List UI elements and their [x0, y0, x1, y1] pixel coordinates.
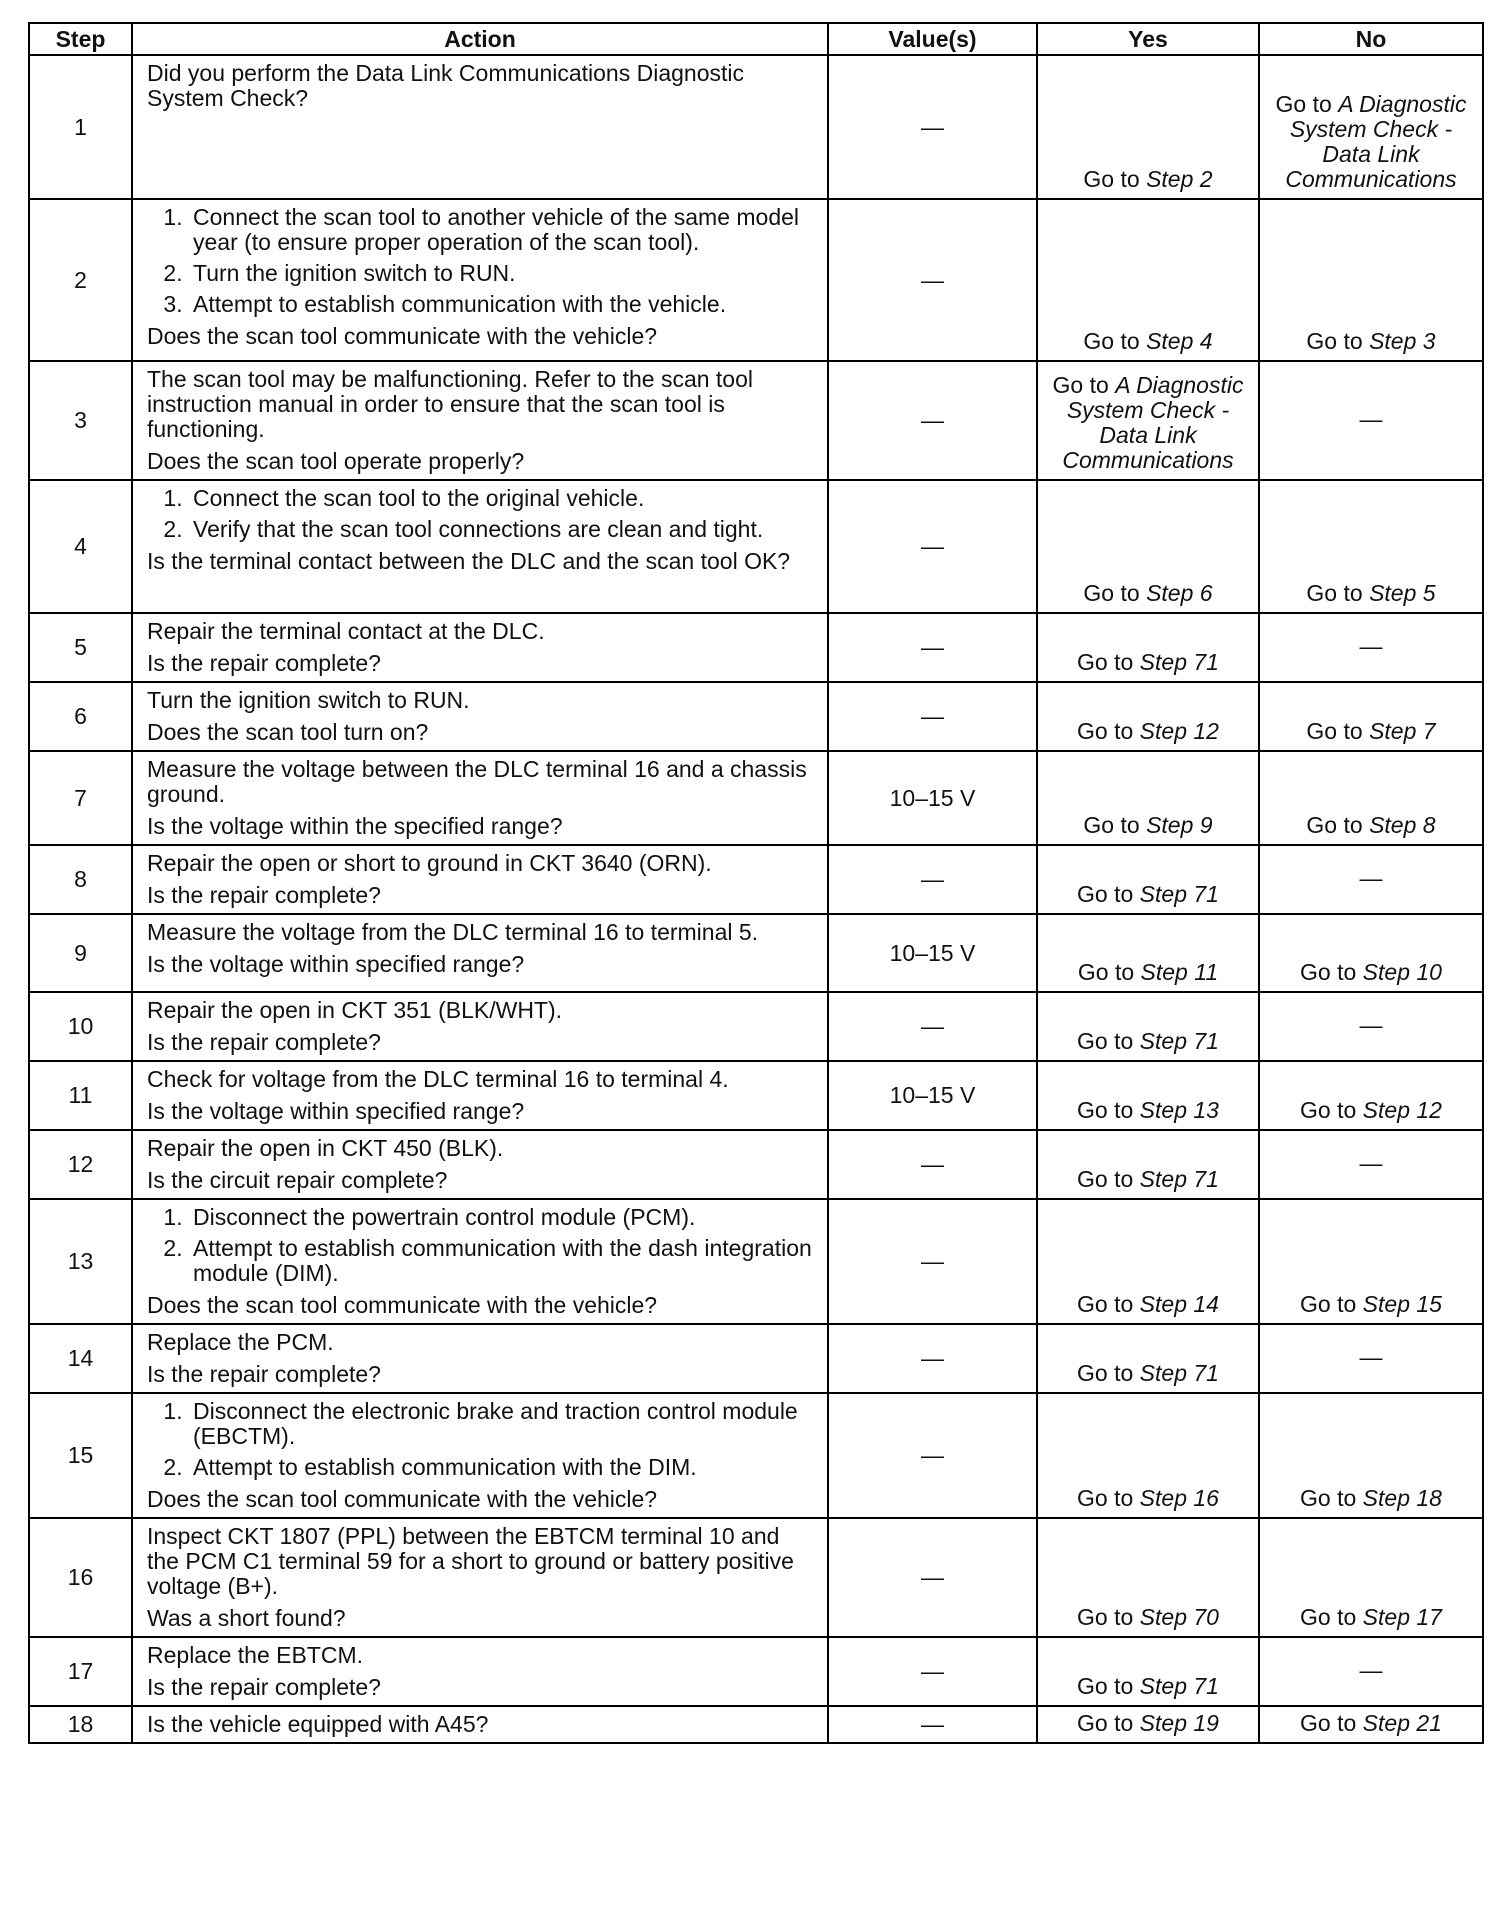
- goto-target: Step 71: [1139, 1360, 1219, 1386]
- header-action: Action: [132, 23, 828, 55]
- goto-prefix: Go to: [1077, 1604, 1140, 1630]
- procedure-list: [147, 1205, 815, 1286]
- empty-dash: —: [1359, 1657, 1383, 1683]
- table-row: [29, 1637, 1483, 1706]
- goto-prefix: Go to: [1083, 166, 1147, 192]
- step-number: 7: [29, 751, 132, 845]
- action-cell: [132, 1324, 828, 1393]
- procedure-step: 1. Disconnect the electronic brake and traction control module (EBCTM).: [189, 1399, 815, 1449]
- goto-prefix: Go to: [1306, 580, 1370, 606]
- action-cell: [132, 1199, 828, 1324]
- action-text: Turn the ignition switch to RUN.: [147, 687, 470, 713]
- action-text: Does the scan tool operate properly?: [147, 448, 525, 474]
- goto-prefix: Go to: [1275, 91, 1339, 117]
- goto-prefix: Go to: [1300, 1097, 1363, 1123]
- no-cell: [1259, 1199, 1483, 1324]
- action-text: Replace the EBTCM.: [147, 1642, 364, 1668]
- goto-target: Step 13: [1139, 1097, 1219, 1123]
- action-cell: [132, 480, 828, 613]
- goto-target: Step 16: [1139, 1485, 1219, 1511]
- yes-cell: [1037, 1518, 1259, 1637]
- goto-prefix: Go to: [1306, 718, 1370, 744]
- header-values: Value(s): [828, 23, 1037, 55]
- value-cell: —: [828, 1518, 1037, 1637]
- table-row: [29, 1393, 1483, 1518]
- diagnostic-table-container: [28, 22, 1484, 1744]
- value-cell: 10–15 V: [828, 1061, 1037, 1130]
- yes-cell: [1037, 751, 1259, 845]
- goto-prefix: Go to: [1300, 1485, 1363, 1511]
- goto-target: Step 71: [1139, 881, 1219, 907]
- step-number: 14: [29, 1324, 132, 1393]
- procedure-list: [147, 1399, 815, 1480]
- action-cell: [132, 1393, 828, 1518]
- action-text: Is the repair complete?: [147, 1361, 381, 1387]
- action-text: Did you perform the Data Link Communications Diagnostic System Check?: [147, 60, 744, 111]
- value-cell: —: [828, 1393, 1037, 1518]
- goto-target: Step 7: [1369, 718, 1436, 744]
- goto-prefix: Go to: [1077, 649, 1140, 675]
- goto-target: Step 10: [1362, 959, 1442, 985]
- goto-prefix: Go to: [1083, 328, 1147, 354]
- goto-prefix: Go to: [1300, 1291, 1363, 1317]
- goto-target: Step 18: [1362, 1485, 1442, 1511]
- no-cell: [1259, 1706, 1483, 1743]
- procedure-step: 3. Attempt to establish communication with the vehicle.: [189, 292, 815, 317]
- step-number: 3: [29, 361, 132, 480]
- action-cell: [132, 682, 828, 751]
- table-row: [29, 1061, 1483, 1130]
- table-row: [29, 992, 1483, 1061]
- empty-dash: —: [1359, 865, 1383, 891]
- action-cell: [132, 613, 828, 682]
- goto-prefix: Go to: [1077, 1097, 1140, 1123]
- goto-target: Step 71: [1139, 1028, 1219, 1054]
- no-cell: [1259, 480, 1483, 613]
- yes-cell: [1037, 1130, 1259, 1199]
- yes-cell: [1037, 914, 1259, 992]
- goto-prefix: Go to: [1300, 959, 1363, 985]
- value-cell: —: [828, 1199, 1037, 1324]
- no-cell: [1259, 361, 1483, 480]
- action-text: Is the circuit repair complete?: [147, 1167, 448, 1193]
- no-cell: [1259, 1637, 1483, 1706]
- action-cell: [132, 845, 828, 914]
- step-number: 6: [29, 682, 132, 751]
- goto-target: Step 71: [1139, 1673, 1219, 1699]
- value-cell: —: [828, 1637, 1037, 1706]
- table-row: [29, 1706, 1483, 1743]
- step-number: 11: [29, 1061, 132, 1130]
- value-cell: —: [828, 682, 1037, 751]
- table-row: [29, 1199, 1483, 1324]
- value-cell: —: [828, 1130, 1037, 1199]
- action-text: Was a short found?: [147, 1605, 346, 1631]
- action-text: Repair the open in CKT 450 (BLK).: [147, 1135, 504, 1161]
- goto-target: Step 3: [1369, 328, 1436, 354]
- procedure-step: 1. Connect the scan tool to the original vehicle.: [189, 486, 815, 511]
- procedure-step: 2. Attempt to establish communication with the dash integration module (DIM).: [189, 1236, 815, 1286]
- action-text: Is the repair complete?: [147, 882, 381, 908]
- goto-prefix: Go to: [1077, 881, 1140, 907]
- goto-target: A Diagnostic System Check - Data Link Communications: [1062, 372, 1244, 473]
- step-number: 5: [29, 613, 132, 682]
- table-body: [29, 55, 1483, 1743]
- step-number: 1: [29, 55, 132, 199]
- no-cell: [1259, 751, 1483, 845]
- action-text: Measure the voltage between the DLC terminal 16 and a chassis ground.: [147, 756, 807, 807]
- action-text: Repair the open or short to ground in CKT 3640 (ORN).: [147, 850, 712, 876]
- goto-prefix: Go to: [1077, 1710, 1140, 1736]
- goto-target: Step 6: [1146, 580, 1213, 606]
- goto-prefix: Go to: [1077, 1673, 1140, 1699]
- goto-target: Step 70: [1139, 1604, 1219, 1630]
- yes-cell: [1037, 1637, 1259, 1706]
- no-cell: [1259, 1393, 1483, 1518]
- table-row: [29, 845, 1483, 914]
- action-text: Repair the terminal contact at the DLC.: [147, 618, 545, 644]
- no-cell: [1259, 1324, 1483, 1393]
- empty-dash: —: [1359, 406, 1383, 432]
- goto-target: Step 9: [1146, 812, 1213, 838]
- procedure-step: 1. Connect the scan tool to another vehicle of the same model year (to ensure proper operation of the scan tool).: [189, 205, 815, 255]
- goto-prefix: Go to: [1306, 812, 1370, 838]
- step-number: 17: [29, 1637, 132, 1706]
- goto-target: Step 8: [1369, 812, 1436, 838]
- goto-target: Step 17: [1362, 1604, 1442, 1630]
- no-cell: [1259, 1061, 1483, 1130]
- goto-target: Step 2: [1146, 166, 1213, 192]
- step-number: 4: [29, 480, 132, 613]
- action-cell: [132, 1637, 828, 1706]
- step-number: 2: [29, 199, 132, 361]
- procedure-step: 1. Disconnect the powertrain control module (PCM).: [189, 1205, 815, 1230]
- action-text: Is the voltage within the specified range?: [147, 813, 563, 839]
- header-yes: Yes: [1037, 23, 1259, 55]
- goto-prefix: Go to: [1077, 1360, 1140, 1386]
- table-row: [29, 914, 1483, 992]
- step-number: 12: [29, 1130, 132, 1199]
- no-cell: [1259, 1518, 1483, 1637]
- value-cell: 10–15 V: [828, 914, 1037, 992]
- goto-target: Step 12: [1139, 718, 1219, 744]
- table-row: [29, 361, 1483, 480]
- table-row: [29, 199, 1483, 361]
- yes-cell: [1037, 613, 1259, 682]
- goto-prefix: Go to: [1077, 1291, 1140, 1317]
- goto-prefix: Go to: [1300, 1604, 1363, 1630]
- yes-cell: [1037, 1324, 1259, 1393]
- goto-prefix: Go to: [1052, 372, 1116, 398]
- action-text: Check for voltage from the DLC terminal 16 to terminal 4.: [147, 1066, 729, 1092]
- no-cell: [1259, 1130, 1483, 1199]
- table-row: [29, 751, 1483, 845]
- yes-cell: [1037, 1706, 1259, 1743]
- action-question: Does the scan tool communicate with the vehicle?: [147, 1486, 658, 1512]
- action-cell: [132, 55, 828, 199]
- action-cell: [132, 1061, 828, 1130]
- action-cell: [132, 361, 828, 480]
- action-text: The scan tool may be malfunctioning. Refer to the scan tool instruction manual in order to ensure that the scan tool is functioning.: [147, 366, 753, 442]
- goto-target: Step 71: [1139, 649, 1219, 675]
- table-row: [29, 1518, 1483, 1637]
- goto-target: A Diagnostic System Check - Data Link Communications: [1285, 91, 1467, 192]
- value-cell: —: [828, 1324, 1037, 1393]
- empty-dash: —: [1359, 633, 1383, 659]
- goto-target: Step 19: [1139, 1710, 1219, 1736]
- no-cell: [1259, 914, 1483, 992]
- value-cell: —: [828, 613, 1037, 682]
- header-step: Step: [29, 23, 132, 55]
- yes-cell: [1037, 199, 1259, 361]
- action-text: Inspect CKT 1807 (PPL) between the EBTCM terminal 10 and the PCM C1 terminal 59 for a short to ground or battery positive voltage (B+).: [147, 1523, 794, 1599]
- table-row: [29, 55, 1483, 199]
- action-text: Replace the PCM.: [147, 1329, 334, 1355]
- goto-target: Step 4: [1146, 328, 1213, 354]
- action-question: Does the scan tool communicate with the vehicle?: [147, 1292, 658, 1318]
- action-text: Measure the voltage from the DLC terminal 16 to terminal 5.: [147, 919, 759, 945]
- goto-target: Step 14: [1139, 1291, 1219, 1317]
- action-text: Is the repair complete?: [147, 650, 381, 676]
- goto-prefix: Go to: [1077, 1166, 1140, 1192]
- goto-target: Step 21: [1362, 1710, 1442, 1736]
- table-row: [29, 1324, 1483, 1393]
- action-text: Does the scan tool turn on?: [147, 719, 429, 745]
- no-cell: [1259, 682, 1483, 751]
- value-cell: —: [828, 55, 1037, 199]
- goto-target: Step 11: [1140, 959, 1219, 985]
- goto-prefix: Go to: [1077, 959, 1141, 985]
- empty-dash: —: [1359, 1150, 1383, 1176]
- yes-cell: [1037, 55, 1259, 199]
- value-cell: 10–15 V: [828, 751, 1037, 845]
- table-row: [29, 480, 1483, 613]
- value-cell: —: [828, 845, 1037, 914]
- yes-cell: [1037, 1061, 1259, 1130]
- action-text: Is the voltage within specified range?: [147, 951, 525, 977]
- yes-cell: [1037, 361, 1259, 480]
- yes-cell: [1037, 1393, 1259, 1518]
- goto-target: Step 5: [1369, 580, 1436, 606]
- no-cell: [1259, 992, 1483, 1061]
- table-row: [29, 1130, 1483, 1199]
- action-cell: [132, 992, 828, 1061]
- action-text: Is the repair complete?: [147, 1674, 381, 1700]
- step-number: 15: [29, 1393, 132, 1518]
- diagnostic-table: [28, 22, 1484, 1744]
- empty-dash: —: [1359, 1344, 1383, 1370]
- goto-prefix: Go to: [1083, 812, 1147, 838]
- procedure-step: 2. Verify that the scan tool connections are clean and tight.: [189, 517, 815, 542]
- empty-dash: —: [1359, 1012, 1383, 1038]
- no-cell: [1259, 199, 1483, 361]
- goto-prefix: Go to: [1306, 328, 1370, 354]
- action-cell: [132, 1706, 828, 1743]
- table-header-row: [29, 23, 1483, 55]
- value-cell: —: [828, 992, 1037, 1061]
- procedure-list: [147, 486, 815, 542]
- step-number: 13: [29, 1199, 132, 1324]
- goto-target: Step 15: [1362, 1291, 1442, 1317]
- step-number: 9: [29, 914, 132, 992]
- action-cell: [132, 914, 828, 992]
- yes-cell: [1037, 682, 1259, 751]
- action-cell: [132, 199, 828, 361]
- goto-prefix: Go to: [1077, 1028, 1140, 1054]
- goto-target: Step 71: [1139, 1166, 1219, 1192]
- value-cell: —: [828, 480, 1037, 613]
- no-cell: [1259, 845, 1483, 914]
- header-no: No: [1259, 23, 1483, 55]
- yes-cell: [1037, 480, 1259, 613]
- no-cell: [1259, 55, 1483, 199]
- yes-cell: [1037, 845, 1259, 914]
- goto-prefix: Go to: [1077, 1485, 1140, 1511]
- no-cell: [1259, 613, 1483, 682]
- yes-cell: [1037, 992, 1259, 1061]
- procedure-step: 2. Turn the ignition switch to RUN.: [189, 261, 815, 286]
- value-cell: —: [828, 361, 1037, 480]
- action-question: Is the terminal contact between the DLC and the scan tool OK?: [147, 548, 791, 574]
- yes-cell: [1037, 1199, 1259, 1324]
- action-text: Is the voltage within specified range?: [147, 1098, 525, 1124]
- action-cell: [132, 751, 828, 845]
- step-number: 16: [29, 1518, 132, 1637]
- action-text: Is the vehicle equipped with A45?: [147, 1711, 489, 1737]
- action-cell: [132, 1518, 828, 1637]
- value-cell: —: [828, 1706, 1037, 1743]
- procedure-step: 2. Attempt to establish communication with the DIM.: [189, 1455, 815, 1480]
- step-number: 10: [29, 992, 132, 1061]
- action-cell: [132, 1130, 828, 1199]
- action-text: Repair the open in CKT 351 (BLK/WHT).: [147, 997, 563, 1023]
- goto-prefix: Go to: [1083, 580, 1147, 606]
- goto-target: Step 12: [1362, 1097, 1442, 1123]
- table-row: [29, 613, 1483, 682]
- value-cell: —: [828, 199, 1037, 361]
- table-row: [29, 682, 1483, 751]
- action-question: Does the scan tool communicate with the vehicle?: [147, 323, 658, 349]
- action-text: Is the repair complete?: [147, 1029, 381, 1055]
- step-number: 18: [29, 1706, 132, 1743]
- goto-prefix: Go to: [1077, 718, 1140, 744]
- step-number: 8: [29, 845, 132, 914]
- procedure-list: [147, 205, 815, 317]
- goto-prefix: Go to: [1300, 1710, 1363, 1736]
